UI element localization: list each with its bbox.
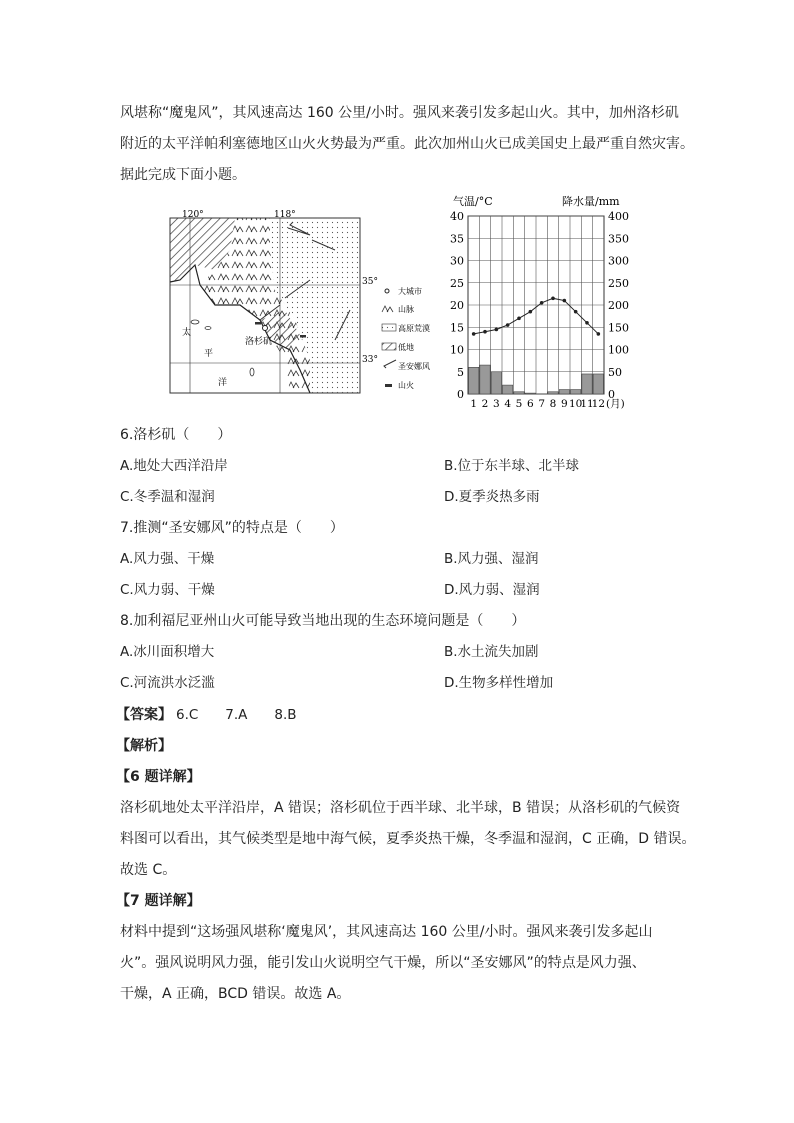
chart-point-temp	[495, 328, 499, 332]
q7-stem: 7.推测“圣安娜风”的特点是（ ）	[120, 520, 344, 536]
chart-point-temp	[551, 297, 555, 301]
chart-bar-rain	[559, 390, 569, 394]
chart-xtick: 8	[549, 398, 557, 410]
analysis-label: 【解析】	[116, 738, 172, 754]
legend-city: 大城市	[398, 287, 422, 296]
legend-fire-icon	[385, 384, 392, 387]
chart-ytick-left: 25	[450, 276, 464, 290]
analysis-heading-6: 【6 题详解】	[116, 769, 201, 785]
q7-option-a[interactable]: A.风力强、干燥	[120, 551, 215, 567]
chart-ytick-right: 200	[608, 299, 629, 312]
lon-left-label: 120°	[182, 210, 204, 220]
chart-point-temp	[585, 321, 589, 325]
q6-stem: 6.洛杉矶（ ）	[120, 427, 232, 443]
legend-lowland-icon	[382, 343, 396, 350]
q8-option-d[interactable]: D.生物多样性增加	[444, 675, 554, 691]
lat-bottom-label: 33°	[362, 355, 378, 365]
legend-desert-icon	[382, 324, 396, 331]
q8-option-c[interactable]: C.河流洪水泛滥	[120, 675, 215, 691]
chart-point-temp	[540, 301, 544, 305]
ocean-char-1: 太	[182, 328, 192, 338]
ocean-char-3: 洋	[218, 378, 228, 388]
chart-xtick: 12	[591, 398, 606, 410]
chart-point-temp	[483, 330, 487, 334]
ocean-char-2: 平	[204, 349, 214, 359]
island	[191, 320, 199, 324]
answer-label: 【答案】	[116, 707, 172, 723]
chart-xtick: 4	[504, 398, 512, 410]
chart-ytick-right: 150	[608, 321, 629, 335]
chart-bar-rain	[514, 392, 524, 394]
analysis-6-line-3: 故选 C。	[120, 862, 177, 878]
chart-bar-rain	[491, 372, 501, 394]
chart-bar-rain	[503, 385, 513, 394]
map-legend	[382, 286, 430, 390]
intro-line-2: 附近的太平洋帕利塞德地区山火火势最为严重。此次加州山火已成美国史上最严重自然灾害。	[120, 136, 694, 152]
legend-fire: 山火	[398, 381, 414, 390]
chart-bar-rain	[548, 392, 558, 394]
chart-ytick-left: 35	[450, 232, 464, 246]
chart-ytick-right: 100	[608, 343, 629, 357]
legend-wind: 圣安娜风	[398, 362, 430, 371]
q8-option-a[interactable]: A.冰川面积增大	[120, 644, 215, 660]
q7-option-d[interactable]: D.风力弱、湿润	[444, 582, 540, 598]
answer-text: 6.C 7.A 8.B	[176, 707, 297, 723]
chart-ytick-left: 15	[450, 321, 464, 335]
chart-bar-rain	[525, 393, 535, 394]
chart-point-temp	[506, 323, 510, 327]
chart-point-temp	[529, 310, 533, 314]
chart-xtick: 5	[515, 398, 523, 410]
legend-lowland: 低地	[398, 343, 414, 352]
chart-ytick-left: 40	[450, 210, 464, 223]
chart-xtick: 10	[568, 398, 583, 410]
island	[250, 368, 254, 376]
chart-ytick-left: 5	[457, 365, 464, 379]
chart-ytick-right: 50	[608, 365, 622, 379]
chart-ytick-right: 400	[608, 210, 629, 223]
q8-stem: 8.加利福尼亚州山火可能导致当地出现的生态环境问题是（ ）	[120, 613, 526, 629]
island	[205, 327, 211, 330]
legend-mountain-icon	[382, 306, 393, 312]
climate-chart	[440, 194, 650, 414]
q6-option-c[interactable]: C.冬季温和湿润	[120, 489, 215, 505]
chart-xtick: 2	[481, 398, 489, 410]
chart-xlabel: (月)	[606, 398, 625, 410]
analysis-6-line-2: 料图可以看出，其气候类型是地中海气候，夏季炎热干燥，冬季温和湿润，C 正确，D 错误。	[120, 831, 696, 847]
fire-mark	[300, 335, 306, 338]
legend-mountain: 山脉	[398, 305, 414, 314]
chart-point-temp	[597, 332, 601, 336]
chart-bar-rain	[480, 365, 490, 394]
city-label: 洛杉矶	[245, 337, 273, 347]
city-dot	[263, 326, 268, 331]
chart-point-temp	[563, 299, 567, 303]
chart-ytick-right: 300	[608, 254, 629, 268]
chart-xtick: 1	[470, 398, 478, 410]
chart-ylabel-left: 气温/°C	[453, 195, 493, 208]
chart-ytick-right: 250	[608, 276, 629, 290]
map-figure	[160, 210, 430, 395]
chart-ytick-right: 0	[608, 388, 615, 401]
q7-option-c[interactable]: C.风力弱、干燥	[120, 582, 215, 598]
chart-bar-rain	[571, 390, 581, 394]
chart-point-temp	[472, 332, 476, 336]
chart-ytick-left: 10	[450, 343, 464, 357]
chart-xtick: 7	[538, 398, 546, 410]
chart-xtick: 3	[492, 398, 500, 410]
chart-xtick: 9	[560, 398, 568, 410]
analysis-heading-7: 【7 题详解】	[116, 893, 201, 909]
chart-bar-rain	[593, 374, 603, 394]
q6-option-b[interactable]: B.位于东半球、北半球	[444, 458, 580, 474]
chart-ytick-left: 0	[457, 388, 464, 401]
chart-ytick-left: 30	[450, 254, 464, 268]
legend-wind-icon	[384, 360, 396, 368]
analysis-7-line-3: 干燥，A 正确，BCD 错误。故选 A。	[120, 986, 351, 1002]
chart-bar-rain	[582, 374, 592, 394]
lon-right-label: 118°	[274, 210, 296, 220]
analysis-7-line-2: 火”。强风说明风力强，能引发山火说明空气干燥，所以“圣安娜风”的特点是风力强、	[120, 955, 646, 971]
q6-option-d[interactable]: D.夏季炎热多雨	[444, 489, 540, 505]
intro-line-3: 据此完成下面小题。	[120, 167, 246, 183]
chart-ytick-left: 20	[450, 299, 464, 312]
intro-line-1: 风堪称“魔鬼风”，其风速高达 160 公里/小时。强风来袭引发多起山火。其中，加州洛杉矶	[120, 105, 679, 121]
chart-xtick: 6	[526, 398, 534, 410]
chart-ylabel-right: 降水量/mm	[562, 195, 620, 208]
analysis-6-line-1: 洛杉矶地处太平洋沿岸，A 错误；洛杉矶位于西半球、北半球，B 错误；从洛杉矶的气候资	[120, 800, 681, 816]
legend-city-icon	[385, 289, 389, 293]
chart-ytick-right: 350	[608, 232, 629, 246]
q6-option-a[interactable]: A.地处大西洋沿岸	[120, 458, 228, 474]
fire-mark	[255, 322, 261, 325]
lat-top-label: 35°	[362, 277, 378, 287]
chart-point-temp	[574, 310, 578, 314]
legend-desert: 高原荒漠	[398, 324, 430, 333]
chart-bar-rain	[469, 367, 479, 394]
chart-xtick: 11	[580, 398, 594, 410]
q8-option-b[interactable]: B.水土流失加剧	[444, 644, 539, 660]
chart-point-temp	[517, 317, 521, 321]
q7-option-b[interactable]: B.风力强、湿润	[444, 551, 539, 567]
analysis-7-line-1: 材料中提到“这场强风堪称‘魔鬼风’，其风速高达 160 公里/小时。强风来袭引发多起山	[120, 924, 653, 940]
